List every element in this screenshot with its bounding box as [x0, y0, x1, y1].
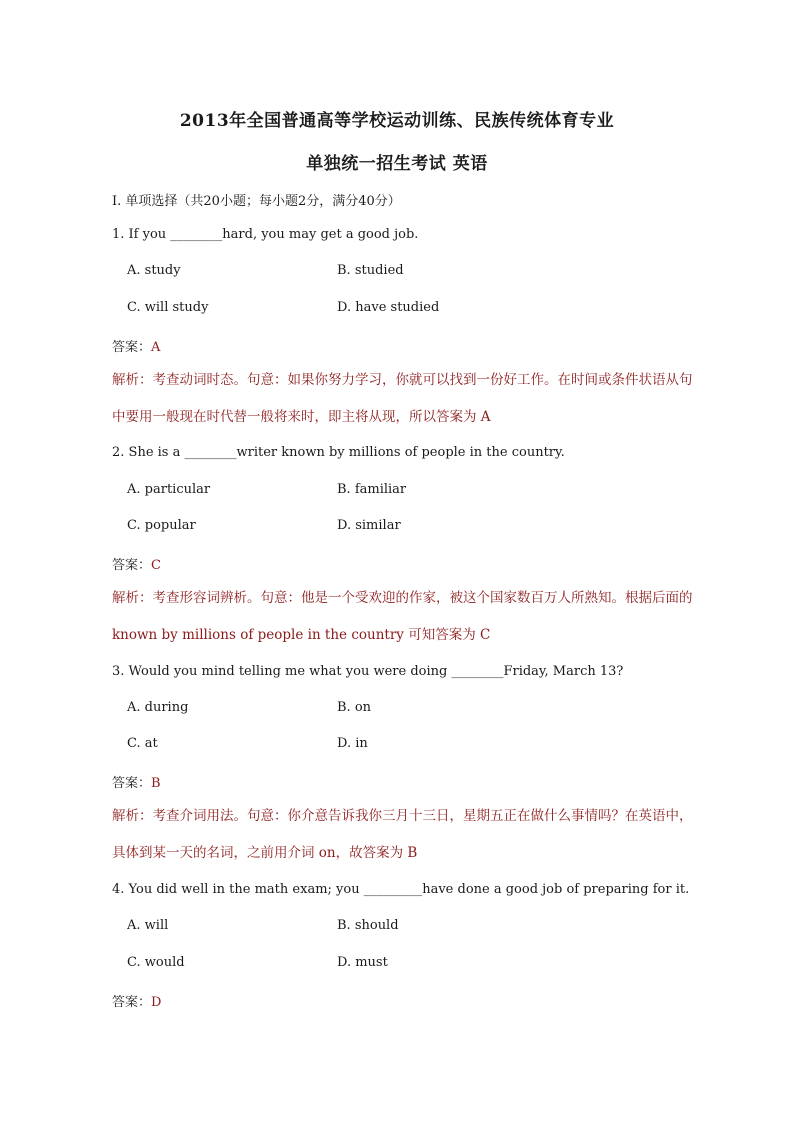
question-2-option-a: A. particular — [127, 482, 211, 497]
question-1-option-c: C. will study — [127, 300, 209, 315]
document-title-line1: 2013年全国普通高等学校运动训练、民族传统体育专业 — [179, 111, 615, 131]
question-3-answer — [112, 772, 161, 791]
question-3-option-b: B. on — [337, 700, 372, 715]
question-2-answer — [112, 554, 161, 573]
analysis-text: 考查形容词辨析。句意：他是一个受欢迎的作家，被这个国家数百万人所熟知。根据后面的 known by millions of people in the country 可知答案为 C — [112, 590, 693, 643]
question-3-option-a: A. during — [127, 700, 189, 715]
question-1-option-a: A. study — [127, 263, 181, 278]
question-2-option-b: B. familiar — [337, 482, 407, 497]
question-4-stem: 4. You did well in the math exam; you _________have done a good job of preparing for it. — [112, 882, 690, 897]
question-3-stem: 3. Would you mind telling me what you were doing ________Friday, March 13? — [112, 664, 624, 679]
question-1-analysis — [112, 362, 702, 435]
question-4-option-d: D. must — [337, 955, 388, 970]
document-title-line2: 单独统一招生考试 英语 — [306, 154, 488, 174]
question-1-option-d: D. have studied — [337, 300, 440, 315]
question-2-stem: 2. She is a ________writer known by millions of people in the country. — [112, 445, 565, 460]
analysis-label: 解析： — [112, 372, 153, 388]
answer-label: 答案： — [112, 776, 152, 791]
answer-label: 答案： — [112, 995, 152, 1010]
question-2-analysis — [112, 580, 702, 653]
question-1-stem: 1. If you ________hard, you may get a good job. — [112, 227, 419, 242]
section-heading: I. 单项选择（共20小题；每小题2分，满分40分） — [112, 194, 401, 209]
question-2-option-d: D. similar — [337, 518, 401, 533]
analysis-label: 解析： — [112, 590, 153, 606]
answer-value: B — [151, 776, 161, 791]
analysis-label: 解析： — [112, 808, 153, 824]
question-1-answer — [112, 336, 160, 355]
answer-value: D — [151, 995, 162, 1010]
question-3-option-c: C. at — [127, 736, 158, 751]
question-1-option-b: B. studied — [337, 263, 404, 278]
answer-label: 答案： — [112, 558, 152, 573]
question-3-analysis — [112, 798, 702, 871]
answer-value: A — [151, 340, 161, 355]
question-4-answer — [112, 991, 161, 1010]
answer-value: C — [151, 558, 161, 573]
question-4-option-a: A. will — [127, 918, 169, 933]
answer-label: 答案： — [112, 340, 152, 355]
question-2-option-c: C. popular — [127, 518, 196, 533]
question-3-option-d: D. in — [337, 736, 368, 751]
question-4-option-b: B. should — [337, 918, 399, 933]
question-4-option-c: C. would — [127, 955, 185, 970]
analysis-text: 考查介词用法。句意：你介意告诉我你三月十三日，星期五正在做什么事情吗？在英语中，具体到某一天的名词，之前用介词 on，故答案为 B — [112, 808, 693, 861]
analysis-text: 考查动词时态。句意：如果你努力学习，你就可以找到一份好工作。在时间或条件状语从句中要用一般现在时代替一般将来时，即主将从现，所以答案为 A — [112, 372, 693, 425]
